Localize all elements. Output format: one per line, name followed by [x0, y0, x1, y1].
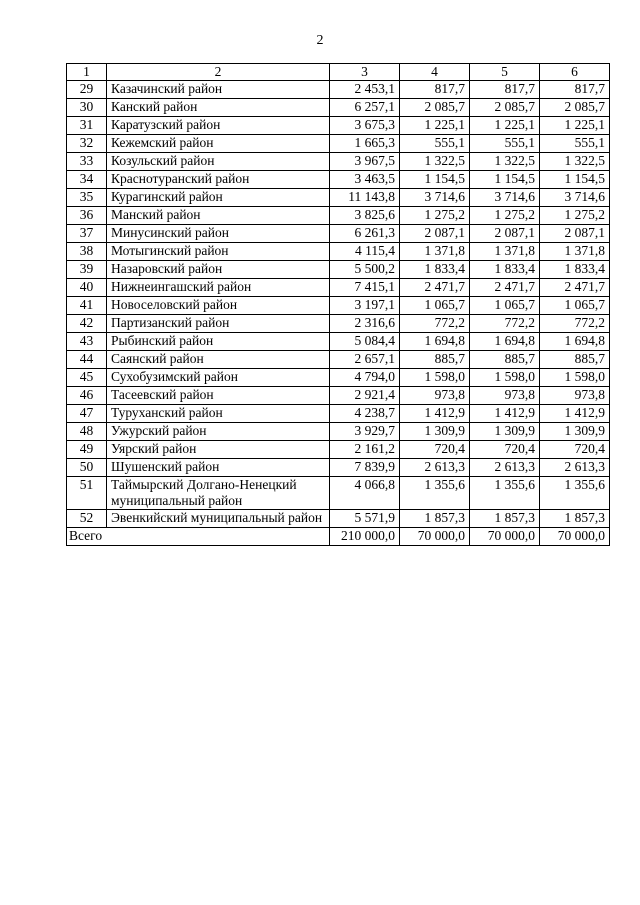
- value-col6: 3 714,6: [540, 189, 610, 207]
- table-row: [67, 477, 610, 510]
- value-col6: 2 471,7: [540, 279, 610, 297]
- value-col4: 1 598,0: [400, 369, 470, 387]
- district-name: Манский район: [107, 207, 330, 225]
- row-number: 49: [67, 441, 107, 459]
- value-col3: 4 794,0: [330, 369, 400, 387]
- value-col5: 817,7: [470, 81, 540, 99]
- value-col4: 2 087,1: [400, 225, 470, 243]
- value-col3: 2 921,4: [330, 387, 400, 405]
- row-number: 37: [67, 225, 107, 243]
- value-col6: 817,7: [540, 81, 610, 99]
- column-header-3: 3: [330, 64, 400, 81]
- row-number: 34: [67, 171, 107, 189]
- district-name: Тасеевский район: [107, 387, 330, 405]
- column-header-6: 6: [540, 64, 610, 81]
- row-number: 42: [67, 315, 107, 333]
- value-col5: 2 085,7: [470, 99, 540, 117]
- value-col6: 1 598,0: [540, 369, 610, 387]
- row-number: 41: [67, 297, 107, 315]
- table-row: [67, 405, 610, 423]
- value-col3: 7 839,9: [330, 459, 400, 477]
- value-col3: 3 463,5: [330, 171, 400, 189]
- page-number: 2: [316, 33, 324, 48]
- value-col4: 555,1: [400, 135, 470, 153]
- value-col3: 6 261,3: [330, 225, 400, 243]
- value-col3: 3 825,6: [330, 207, 400, 225]
- value-col6: 1 154,5: [540, 171, 610, 189]
- value-col5: 720,4: [470, 441, 540, 459]
- table-row: [67, 207, 610, 225]
- value-col6: 885,7: [540, 351, 610, 369]
- value-col3: 2 453,1: [330, 81, 400, 99]
- value-col5: 1 857,3: [470, 510, 540, 528]
- table-row: [67, 189, 610, 207]
- value-col3: 3 967,5: [330, 153, 400, 171]
- value-col6: 1 371,8: [540, 243, 610, 261]
- value-col4: 1 371,8: [400, 243, 470, 261]
- row-number: 33: [67, 153, 107, 171]
- table-row: [67, 459, 610, 477]
- column-header-2: 2: [107, 64, 330, 81]
- district-name: Канский район: [107, 99, 330, 117]
- value-col5: 3 714,6: [470, 189, 540, 207]
- value-col5: 1 309,9: [470, 423, 540, 441]
- table-row: [67, 117, 610, 135]
- row-number: 39: [67, 261, 107, 279]
- total-col3: 210 000,0: [330, 528, 400, 546]
- value-col4: 1 355,6: [400, 477, 470, 510]
- value-col4: 772,2: [400, 315, 470, 333]
- value-col5: 555,1: [470, 135, 540, 153]
- table-row: [67, 225, 610, 243]
- value-col5: 2 471,7: [470, 279, 540, 297]
- row-number: 43: [67, 333, 107, 351]
- district-name: Козульский район: [107, 153, 330, 171]
- value-col6: 1 857,3: [540, 510, 610, 528]
- value-col5: 1 154,5: [470, 171, 540, 189]
- table-row: [67, 297, 610, 315]
- total-col6: 70 000,0: [540, 528, 610, 546]
- district-name: Уярский район: [107, 441, 330, 459]
- value-col5: 1 322,5: [470, 153, 540, 171]
- value-col4: 1 275,2: [400, 207, 470, 225]
- district-name: Краснотуранский район: [107, 171, 330, 189]
- value-col4: 2 613,3: [400, 459, 470, 477]
- table-row: [67, 333, 610, 351]
- total-row: [67, 528, 610, 546]
- value-col3: 2 161,2: [330, 441, 400, 459]
- district-name: Казачинский район: [107, 81, 330, 99]
- table-row: [67, 369, 610, 387]
- value-col3: 2 657,1: [330, 351, 400, 369]
- row-number: 29: [67, 81, 107, 99]
- column-header-1: 1: [67, 64, 107, 81]
- value-col5: 1 225,1: [470, 117, 540, 135]
- value-col6: 1 225,1: [540, 117, 610, 135]
- district-name: Сухобузимский район: [107, 369, 330, 387]
- table-body: [67, 81, 610, 528]
- value-col3: 5 084,4: [330, 333, 400, 351]
- value-col4: 1 322,5: [400, 153, 470, 171]
- district-name: Партизанский район: [107, 315, 330, 333]
- value-col5: 885,7: [470, 351, 540, 369]
- value-col3: 4 115,4: [330, 243, 400, 261]
- value-col4: 720,4: [400, 441, 470, 459]
- district-name: Таймырский Долгано-Ненецкий муниципальный район: [107, 477, 330, 510]
- district-name: Мотыгинский район: [107, 243, 330, 261]
- table-row: [67, 81, 610, 99]
- district-name: Рыбинский район: [107, 333, 330, 351]
- value-col3: 3 197,1: [330, 297, 400, 315]
- row-number: 47: [67, 405, 107, 423]
- value-col5: 2 613,3: [470, 459, 540, 477]
- table-row: [67, 135, 610, 153]
- value-col6: 973,8: [540, 387, 610, 405]
- table-row: [67, 99, 610, 117]
- value-col4: 1 833,4: [400, 261, 470, 279]
- value-col4: 1 225,1: [400, 117, 470, 135]
- total-col5: 70 000,0: [470, 528, 540, 546]
- table-row: [67, 315, 610, 333]
- value-col6: 1 694,8: [540, 333, 610, 351]
- row-number: 38: [67, 243, 107, 261]
- value-col3: 11 143,8: [330, 189, 400, 207]
- row-number: 30: [67, 99, 107, 117]
- allocation-table: [66, 63, 610, 546]
- column-header-5: 5: [470, 64, 540, 81]
- row-number: 52: [67, 510, 107, 528]
- value-col4: 1 309,9: [400, 423, 470, 441]
- value-col6: 1 322,5: [540, 153, 610, 171]
- value-col5: 2 087,1: [470, 225, 540, 243]
- value-col3: 6 257,1: [330, 99, 400, 117]
- district-name: Туруханский район: [107, 405, 330, 423]
- row-number: 32: [67, 135, 107, 153]
- value-col5: 1 694,8: [470, 333, 540, 351]
- value-col6: 1 309,9: [540, 423, 610, 441]
- district-name: Каратузский район: [107, 117, 330, 135]
- value-col5: 1 065,7: [470, 297, 540, 315]
- row-number: 44: [67, 351, 107, 369]
- value-col3: 2 316,6: [330, 315, 400, 333]
- total-label: Всего: [67, 528, 330, 546]
- table-row: [67, 171, 610, 189]
- value-col6: 720,4: [540, 441, 610, 459]
- district-name: Шушенский район: [107, 459, 330, 477]
- value-col6: 1 065,7: [540, 297, 610, 315]
- row-number: 45: [67, 369, 107, 387]
- value-col6: 1 412,9: [540, 405, 610, 423]
- row-number: 46: [67, 387, 107, 405]
- table-row: [67, 423, 610, 441]
- value-col3: 4 238,7: [330, 405, 400, 423]
- value-col4: 973,8: [400, 387, 470, 405]
- table-row: [67, 387, 610, 405]
- table-row: [67, 441, 610, 459]
- table-row: [67, 351, 610, 369]
- value-col4: 1 412,9: [400, 405, 470, 423]
- district-name: Минусинский район: [107, 225, 330, 243]
- value-col3: 4 066,8: [330, 477, 400, 510]
- district-name: Кежемский район: [107, 135, 330, 153]
- value-col6: 555,1: [540, 135, 610, 153]
- value-col6: 1 275,2: [540, 207, 610, 225]
- row-number: 51: [67, 477, 107, 510]
- value-col3: 3 675,3: [330, 117, 400, 135]
- value-col5: 1 833,4: [470, 261, 540, 279]
- value-col4: 1 694,8: [400, 333, 470, 351]
- row-number: 50: [67, 459, 107, 477]
- value-col3: 5 500,2: [330, 261, 400, 279]
- row-number: 31: [67, 117, 107, 135]
- district-name: Назаровский район: [107, 261, 330, 279]
- table-row: [67, 261, 610, 279]
- value-col4: 885,7: [400, 351, 470, 369]
- table-row: [67, 153, 610, 171]
- table-row: [67, 279, 610, 297]
- value-col6: 772,2: [540, 315, 610, 333]
- column-number-row: [67, 64, 610, 81]
- total-col4: 70 000,0: [400, 528, 470, 546]
- district-name: Ужурский район: [107, 423, 330, 441]
- value-col4: 1 857,3: [400, 510, 470, 528]
- table-row: [67, 243, 610, 261]
- value-col4: 1 154,5: [400, 171, 470, 189]
- value-col6: 2 085,7: [540, 99, 610, 117]
- table-row: [67, 510, 610, 528]
- district-name: Саянский район: [107, 351, 330, 369]
- row-number: 48: [67, 423, 107, 441]
- value-col5: 1 412,9: [470, 405, 540, 423]
- value-col3: 7 415,1: [330, 279, 400, 297]
- value-col5: 1 371,8: [470, 243, 540, 261]
- value-col5: 1 355,6: [470, 477, 540, 510]
- value-col5: 1 598,0: [470, 369, 540, 387]
- value-col5: 973,8: [470, 387, 540, 405]
- value-col6: 2 613,3: [540, 459, 610, 477]
- value-col4: 3 714,6: [400, 189, 470, 207]
- value-col5: 772,2: [470, 315, 540, 333]
- value-col6: 2 087,1: [540, 225, 610, 243]
- value-col4: 2 471,7: [400, 279, 470, 297]
- row-number: 40: [67, 279, 107, 297]
- column-header-4: 4: [400, 64, 470, 81]
- value-col3: 3 929,7: [330, 423, 400, 441]
- value-col6: 1 833,4: [540, 261, 610, 279]
- value-col3: 1 665,3: [330, 135, 400, 153]
- value-col5: 1 275,2: [470, 207, 540, 225]
- row-number: 35: [67, 189, 107, 207]
- value-col4: 1 065,7: [400, 297, 470, 315]
- district-name: Нижнеингашский район: [107, 279, 330, 297]
- district-name: Эвенкийский муниципальный район: [107, 510, 330, 528]
- row-number: 36: [67, 207, 107, 225]
- district-name: Курагинский район: [107, 189, 330, 207]
- value-col3: 5 571,9: [330, 510, 400, 528]
- value-col6: 1 355,6: [540, 477, 610, 510]
- district-name: Новоселовский район: [107, 297, 330, 315]
- value-col4: 2 085,7: [400, 99, 470, 117]
- value-col4: 817,7: [400, 81, 470, 99]
